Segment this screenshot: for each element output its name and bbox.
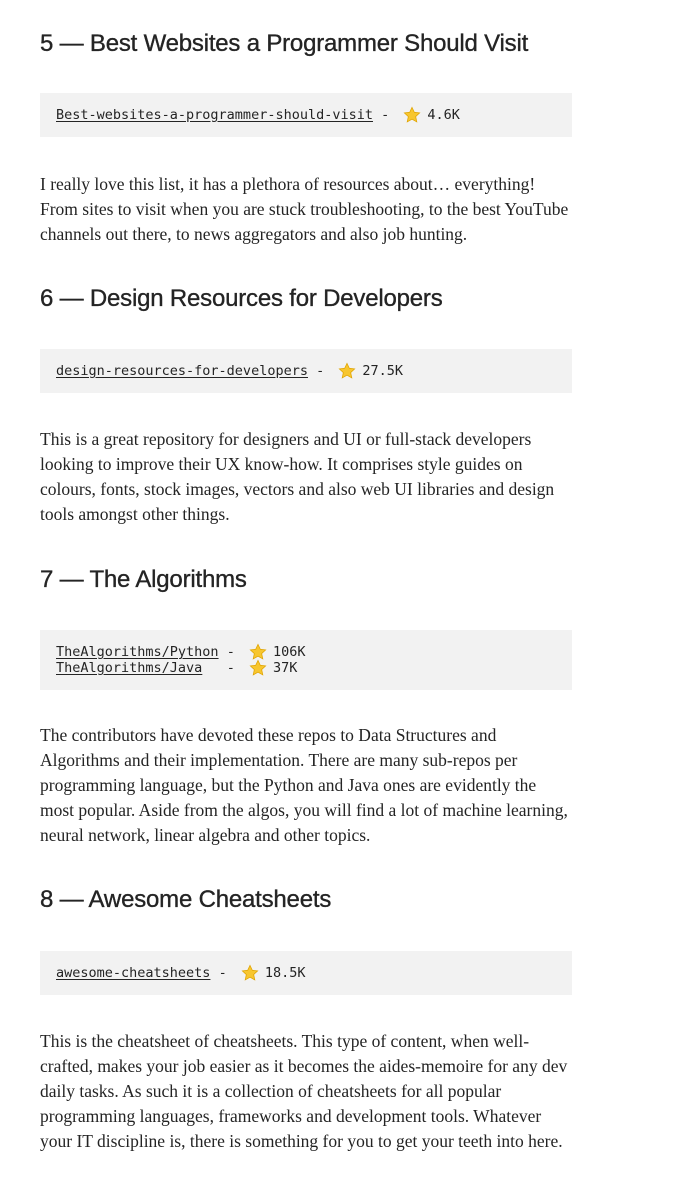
body-paragraph: I really love this list, it has a plethora of resources about… everything! From sites to visit when you are stuck troubleshooting, to the best YouTube channels out there, to news aggregators and also job hunting. bbox=[40, 174, 569, 244]
separator: - bbox=[218, 644, 243, 660]
repo-line bbox=[56, 363, 556, 379]
section-title: 8 — Awesome Cheatsheets bbox=[40, 886, 332, 913]
star-count: 18.5K bbox=[264, 965, 306, 981]
body-paragraph: This is a great repository for designers and UI or full-stack developers looking to improve their UX know-how. It comprises style guides on colours, fonts, stock images, vectors and also web UI libraries and design tools amongst other things. bbox=[40, 429, 555, 524]
star-icon bbox=[249, 659, 267, 677]
star-icon bbox=[241, 964, 259, 982]
code-block bbox=[40, 951, 572, 995]
repo-line bbox=[56, 965, 556, 981]
star-icon bbox=[403, 106, 421, 124]
repo-line bbox=[56, 107, 556, 123]
section-title: 5 — Best Websites a Programmer Should Visit bbox=[40, 30, 529, 57]
repo-line bbox=[56, 644, 556, 660]
star-count: 106K bbox=[272, 644, 306, 660]
star-count: 37K bbox=[272, 660, 298, 676]
code-block bbox=[40, 349, 572, 393]
section-title: 6 — Design Resources for Developers bbox=[40, 285, 443, 312]
repo-line bbox=[56, 660, 556, 676]
code-block bbox=[40, 630, 572, 690]
body-paragraph: The contributors have devoted these repos to Data Structures and Algorithms and their implementation. There are many sub-repos per programming language, but the Python and Java ones are evidently the most popular. Aside from the algos, you will find a lot of machine learning, neural network, linear algebra and other topics. bbox=[40, 725, 568, 845]
star-icon bbox=[338, 362, 356, 380]
code-block bbox=[40, 93, 572, 137]
star-count: 4.6K bbox=[427, 107, 460, 123]
section-title: 7 — The Algorithms bbox=[40, 566, 247, 593]
repo-link[interactable]: TheAlgorithms/Python bbox=[56, 644, 219, 660]
star-count: 27.5K bbox=[362, 363, 403, 379]
repo-link[interactable]: awesome-cheatsheets bbox=[56, 965, 211, 981]
repo-link[interactable]: TheAlgorithms/Java bbox=[56, 660, 203, 676]
repo-link[interactable]: Best-websites-a-programmer-should-visit bbox=[56, 107, 373, 123]
separator: - bbox=[372, 107, 398, 123]
body-paragraph: This is the cheatsheet of cheatsheets. This type of content, when well-crafted, makes your job easier as it becomes the aides-memoire for any dev daily tasks. As such it is a collection of cheatsheets for all popular programming languages, frameworks and development tools. Whatever your IT discipline is, there is something for you to get your teeth into here. bbox=[40, 1031, 568, 1151]
separator: - bbox=[202, 660, 243, 676]
separator: - bbox=[210, 965, 235, 981]
separator: - bbox=[307, 363, 333, 379]
repo-link[interactable]: design-resources-for-developers bbox=[56, 363, 308, 379]
